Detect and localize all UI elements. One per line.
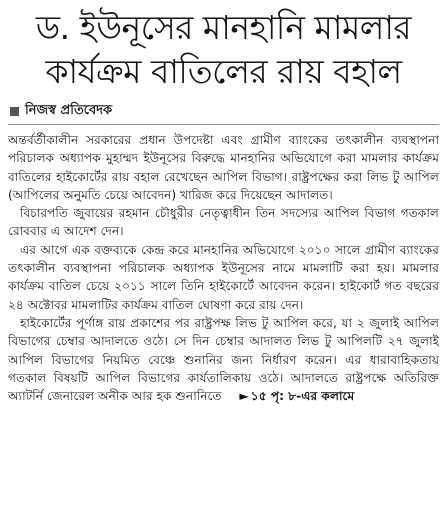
byline [8, 102, 439, 120]
paragraph-2: বিচারপতি জুবায়ের রহমান চৌধুরীর নেতৃত্বাধীন তিন সদস্যের আপিল বিভাগ গতকাল রোববার এ আদেশ দেন। [8, 206, 439, 239]
continuation-text: ১৫ পৃ: ৮-এর কলামে [250, 389, 355, 404]
continuation-note[interactable] [225, 389, 354, 403]
paragraph-3: এর আগে এক বক্তব্যকে কেন্দ্র করে মানহানির অভিযোগে ২০১০ সালে গ্রামীণ ব্যাংকের তৎকালীন ব্যবস্থাপনা পরিচালক অধ্যাপক ইউনূসের নামে মামলাটি করা হয়। মামলার কার্যক্রম বাতিল চেয়ে ২০১১ সালে তিনি হাইকোর্টে আবেদন করেন। হাইকোর্ট গত বছরের ২৪ অক্টোবর মামলাটির কার্যক্রম বাতিল ঘোষণা করে রায় দেন। [8, 242, 439, 312]
right-arrow-icon: ► [239, 389, 249, 404]
byline-text: নিজস্ব প্রতিবেদক [25, 102, 113, 118]
article-body [8, 131, 439, 405]
byline-divider [8, 124, 439, 125]
headline [8, 6, 439, 94]
paragraph-1: অন্তর্বর্তীকালীন সরকারের প্রধান উপদেষ্টা এবং গ্রামীণ ব্যাংকের তৎকালীন ব্যবস্থাপনা পরিচালক অধ্যাপক মুহাম্মদ ইউনূসের বিরুদ্ধে মানহানির অভিযোগে করা মামলার কার্যক্রম বাতিলের হাইকোর্টের রায় বহাল রেখেছেন আপিল বিভাগ। রাষ্ট্রপক্ষের করা লিভ টু আপিল (আপিলের অনুমতি চেয়ে আবেদন) খারিজ করে দিয়েছেন আদালত। [8, 133, 439, 202]
headline-line-1: ড. ইউনূসের মানহানি মামলার [35, 8, 412, 47]
paragraph-4-text: হাইকোর্টের পূর্ণাঙ্গ রায় প্রকাশের পর রাষ্ট্রপক্ষ লিভ টু আপিল করে, যা ২ জুলাই আপিল বিভাগের চেম্বার আদালতে ওঠে। সে দিন চেম্বার আদালত লিভ টু আপিলটি ২৭ জুলাই আপিল বিভাগের নিয়মিত বেঞ্চে শুনানির জন্য নির্ধারণ করেন। এর ধারাবাহিকতায় গতকাল বিষয়টি আপিল বিভাগের কার্যতালিকায় ওঠে। আদালতে রাষ্ট্রপক্ষে অতিরিক্ত অ্যাটর্নি জেনারেল অনীক আর হক শুনানিতে [8, 315, 439, 404]
paragraph-4 [8, 314, 439, 405]
byline-square-icon [10, 107, 19, 116]
headline-line-2: কার্যক্রম বাতিলের রায় বহাল [45, 52, 402, 91]
